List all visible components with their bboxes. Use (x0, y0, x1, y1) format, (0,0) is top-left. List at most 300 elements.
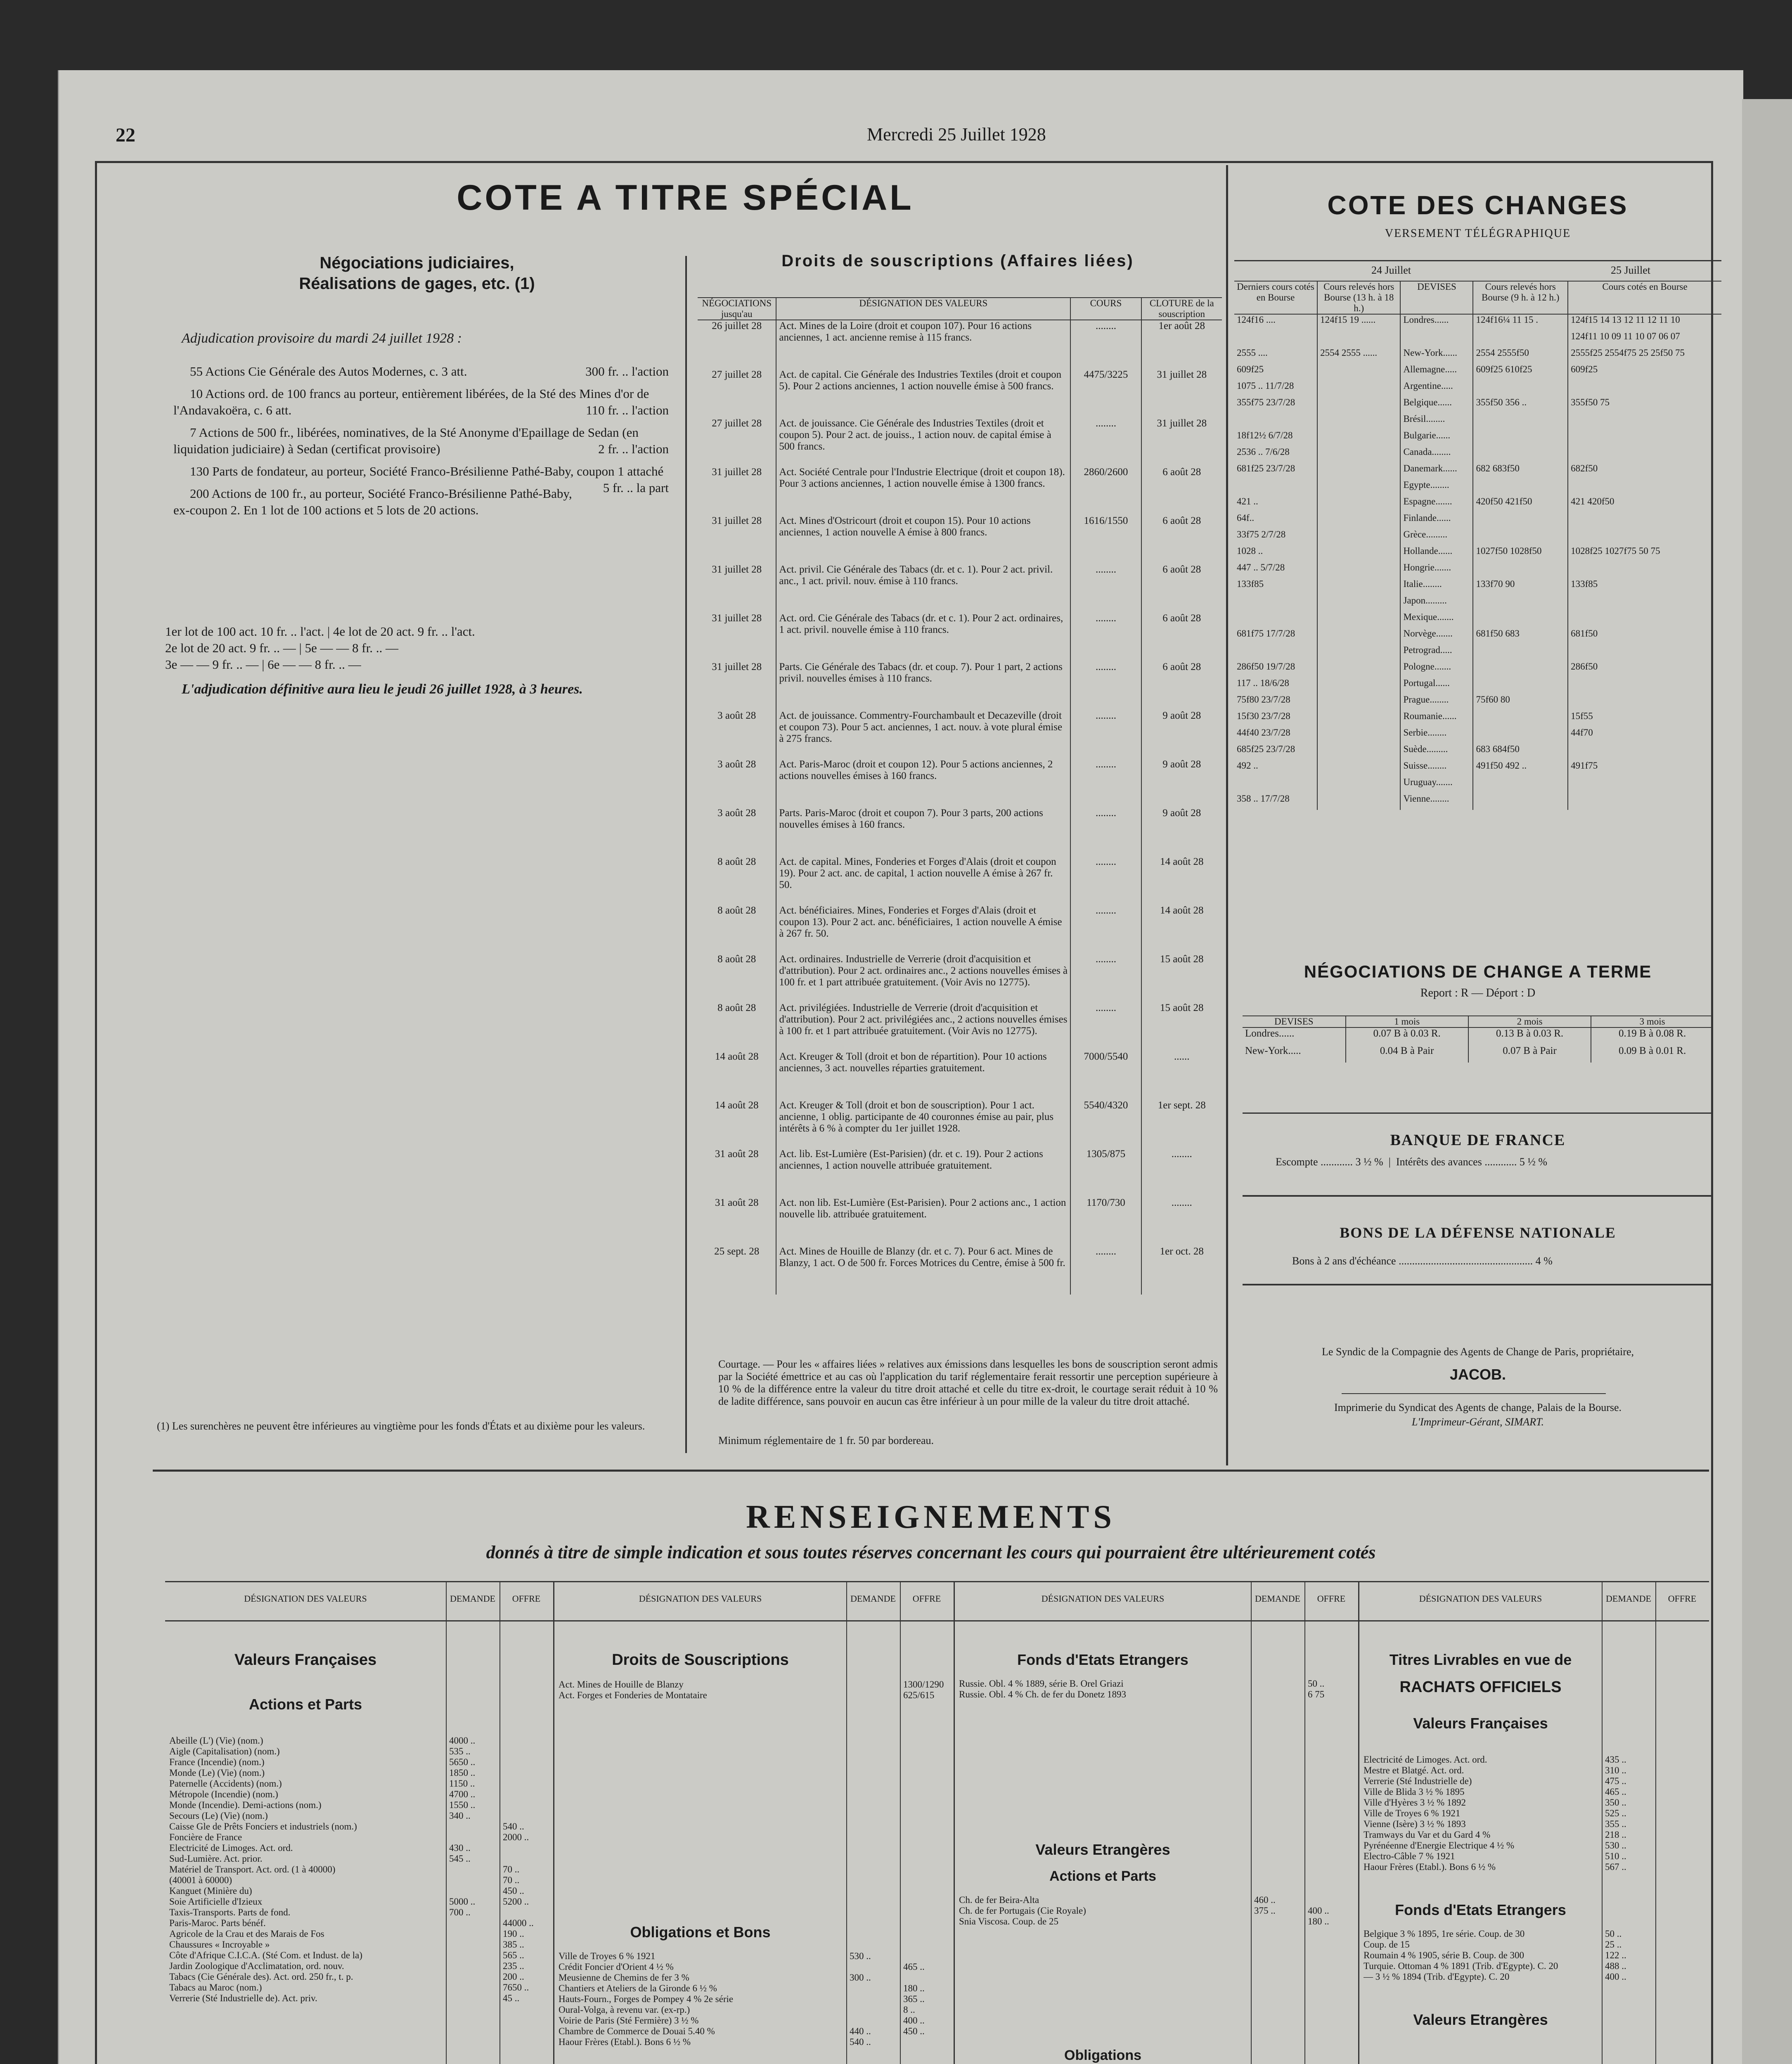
adjudication-definitive: L'adjudication définitive aura lieu le jeudi 26 juillet 1928, à 3 heures. (182, 682, 583, 697)
rens-item-row (165, 1950, 553, 1961)
droits-row (698, 418, 1222, 466)
rens-item-row (165, 1864, 553, 1875)
droits-date: 14 août 28 (698, 1051, 776, 1100)
changes-cote: 681f50 (1571, 628, 1598, 639)
rens-item-demande: 530 .. (850, 1951, 871, 1961)
rens-item-name: Snia Viscosa. Coup. de 25 (959, 1916, 1058, 1927)
rens-item-name: Abeille (L') (Vie) (nom.) (169, 1735, 263, 1746)
changes-row (1234, 793, 1721, 810)
bons-rate: Bons à 2 ans d'échéance .................................................. 4 % (1292, 1255, 1553, 1267)
changes-cote (1568, 430, 1721, 447)
changes-hb1 (1317, 397, 1400, 414)
rens-item-name: France (Incendie) (nom.) (169, 1757, 265, 1767)
changes-cote (1568, 744, 1721, 760)
changes-dev: Danemark...... (1400, 463, 1473, 480)
changes-hb1 (1317, 694, 1400, 711)
changes-hb2 (1473, 793, 1568, 810)
changes-row (1234, 628, 1721, 645)
rens-item-name: Caisse Gle de Prêts Fonciers et industriels (nom.) (169, 1821, 357, 1832)
rens-item-name: Tabacs (Cie Générale des). Act. ord. 250 fr., t. p. (169, 1972, 353, 1982)
rens-item-offre: 8 .. (903, 2005, 915, 2015)
changes-dev: Pologne....... (1400, 661, 1473, 678)
changes-dev: New-York...... (1400, 348, 1473, 364)
bons-value: 4 % (1535, 1255, 1553, 1267)
cote-special-subtitle-2: Réalisations de gages, etc. (1) (299, 275, 535, 293)
rens-col-header: DÉSIGNATION DES VALEURS (1041, 1593, 1165, 1604)
changes-hb2 (1473, 645, 1568, 661)
droits-row (698, 613, 1222, 661)
droits-row (698, 515, 1222, 564)
rens-item-name: Ch. de fer Beira-Alta (959, 1895, 1039, 1905)
page-header (116, 124, 1643, 149)
changes-last: 44f40 23/7/28 (1234, 727, 1317, 744)
changes-dev: Italie........ (1400, 579, 1473, 595)
terme-m1: 0.07 B à 0.03 R. (1346, 1027, 1468, 1045)
changes-cote: 124f15 14 13 12 11 12 11 10 (1571, 315, 1680, 325)
rens-item-name: Ville d'Hyères 3 ½ % 1892 (1364, 1797, 1466, 1808)
rens-section-title: Fonds d'Etats Etrangers (1017, 1651, 1188, 1668)
droits-cours: ........ (1070, 856, 1141, 905)
changes-last: 421 .. (1234, 496, 1317, 513)
droits-cours: ........ (1070, 1002, 1141, 1051)
rens-item-name: Chambre de Commerce de Douai 5.40 % (559, 2026, 715, 2036)
rens-item-row (165, 1961, 553, 1972)
rens-item-name: Taxis-Transports. Parts de fond. (169, 1907, 291, 1917)
changes-dev: Allemagne..... (1400, 364, 1473, 381)
changes-last: 117 .. 18/6/28 (1234, 678, 1317, 694)
rens-item-name: Soie Artificielle d'Izieux (169, 1896, 263, 1907)
droits-date: 3 août 28 (698, 710, 776, 759)
changes-header-hb1: Cours relevés hors Bourse (13 h. à 18 h.) (1317, 281, 1400, 314)
droits-cloture: ........ (1171, 1148, 1192, 1160)
droits-cours: ........ (1070, 710, 1141, 759)
changes-last: 355f75 23/7/28 (1234, 397, 1317, 414)
rens-item-demande: 440 .. (850, 2026, 871, 2036)
rens-col-header: OFFRE (512, 1593, 541, 1604)
rens-item-offre: 235 .. (503, 1961, 524, 1971)
rens-item-name: Pyrénéenne d'Energie Electrique 4 ½ % (1364, 1840, 1515, 1851)
bons-label: Bons à 2 ans d'échéance (1292, 1255, 1396, 1267)
rens-item-demande: 535 .. (449, 1746, 471, 1756)
changes-hb1 (1317, 760, 1400, 777)
droits-desig: Act. privil. Cie Générale des Tabacs (dr. et c. 1). Pour 2 act. privil. anc., 1 act. privil. nouv. émise à 110 francs. (776, 564, 1070, 613)
rens-col-header: DÉSIGNATION DES VALEURS (244, 1593, 367, 1604)
droits-cours: ........ (1070, 1246, 1141, 1295)
droits-desig: Act. Société Centrale pour l'Industrie Electrique (droit et coupon 18). Pour 3 actions anciennes, 1 action nouvelle émise à 1300 francs. (776, 466, 1070, 515)
syndic-rule (1342, 1393, 1606, 1394)
terme-row (1243, 1045, 1713, 1063)
next-page-edge (1742, 99, 1792, 2064)
rens-item-demande: 435 .. (1605, 1754, 1626, 1765)
changes-last: 358 .. 17/7/28 (1234, 793, 1317, 810)
droits-desig: Parts. Cie Générale des Tabacs (dr. et coup. 7). Pour 1 part, 2 actions privil. nouvelles émises à 110 francs. (776, 661, 1070, 710)
droits-row (698, 807, 1222, 856)
droits-row (698, 1197, 1222, 1246)
rens-item-offre: 190 .. (503, 1929, 524, 1939)
changes-hb1 (1317, 447, 1400, 463)
rens-item-row (165, 1918, 553, 1929)
changes-cote (1568, 595, 1721, 612)
droits-date: 8 août 28 (698, 1002, 776, 1051)
rens-item-row (1359, 1765, 1709, 1776)
rens-item-row (1359, 1851, 1709, 1862)
rens-item-offre: 450 .. (503, 1886, 524, 1896)
changes-last (1234, 414, 1317, 430)
rens-item-name: Métropole (Incendie) (nom.) (169, 1789, 278, 1799)
lot-text: 10 Actions ord. de 100 francs au porteur, entièrement libérées, de la Sté des Mines d'or de l'Andavakoëra, c. 6 att. (173, 386, 649, 417)
droits-date: 3 août 28 (698, 807, 776, 856)
changes-hb1 (1317, 711, 1400, 727)
rens-item-demande: 50 .. (1605, 1929, 1622, 1939)
changes-dev: Espagne....... (1400, 496, 1473, 513)
rens-item-row (165, 1972, 553, 1982)
droits-date: 8 août 28 (698, 905, 776, 954)
rens-item-demande: 525 .. (1605, 1808, 1626, 1818)
rens-item-row (1359, 1950, 1709, 1961)
droits-cloture: 15 août 28 (1160, 1002, 1204, 1013)
changes-last: 2536 .. 7/6/28 (1234, 447, 1317, 463)
changes-row (1234, 447, 1721, 463)
rens-item-demande: 700 .. (449, 1907, 471, 1917)
rens-item-demande: 4000 .. (449, 1735, 476, 1746)
changes-cote: 421 420f50 (1571, 496, 1614, 507)
changes-hb2 (1473, 480, 1568, 496)
changes-date-24: 24 Juillet (1371, 264, 1411, 276)
changes-hb1 (1317, 496, 1400, 513)
changes-dev: Hongrie....... (1400, 562, 1473, 579)
changes-hb1 (1317, 562, 1400, 579)
droits-row (698, 954, 1222, 1002)
rens-subsection-title: Valeurs Etrangères (1413, 2011, 1548, 2028)
droits-cloture: 31 juillet 28 (1157, 369, 1207, 380)
syndic-name: JACOB. (1449, 1366, 1506, 1383)
lot-price: 5 fr. .. la part (603, 480, 669, 495)
rens-subsection-title: Actions et Parts (249, 1696, 362, 1713)
changes-header-last: Derniers cours cotés en Bourse (1234, 281, 1317, 314)
droits-row (698, 856, 1222, 905)
rens-item-row (554, 1690, 954, 1701)
droits-cloture: 6 août 28 (1162, 613, 1201, 624)
page-date: Mercredi 25 Juillet 1928 (867, 124, 1046, 144)
divider-right (1226, 165, 1228, 1465)
rens-item-row (165, 1746, 553, 1757)
rens-item-demande: 460 .. (1254, 1895, 1276, 1905)
changes-hb2 (1473, 661, 1568, 678)
rens-subsection-title: Actions et Parts (1049, 1868, 1156, 1884)
droits-cloture: 1er oct. 28 (1160, 1246, 1204, 1257)
rens-item-offre: 50 .. (1308, 1678, 1325, 1689)
changes-dev: Japon......... (1400, 595, 1473, 612)
droits-cloture: 14 août 28 (1160, 856, 1204, 867)
changes-last (1234, 612, 1317, 628)
droits-cours: ........ (1070, 564, 1141, 613)
droits-cloture: ........ (1171, 1197, 1192, 1208)
droits-header-cours: COURS (1070, 298, 1141, 320)
terme-header-2m: 2 mois (1468, 1016, 1591, 1027)
droits-cloture: ...... (1174, 1051, 1190, 1062)
changes-hb2: 682 683f50 (1473, 463, 1568, 480)
changes-hb1 (1317, 480, 1400, 496)
rens-item-offre: 200 .. (503, 1972, 524, 1982)
changes-last: 15f30 23/7/28 (1234, 711, 1317, 727)
rens-item-row (165, 1982, 553, 1993)
rens-item-row (1359, 1972, 1709, 1982)
terme-title: NÉGOCIATIONS DE CHANGE A TERME (1304, 962, 1652, 981)
rens-item-row (165, 1939, 553, 1950)
changes-row (1234, 397, 1721, 414)
lot-line: 1er lot de 100 act. 10 fr. .. l'act. | 4e lot de 20 act. 9 fr. .. l'act. (165, 624, 475, 639)
lot-text: 55 Actions Cie Générale des Autos Modernes, c. 3 att. (190, 364, 467, 379)
droits-cloture: 1er sept. 28 (1158, 1100, 1206, 1111)
changes-cote (1568, 793, 1721, 810)
rens-item-row (554, 2005, 954, 2015)
rens-item-name: Ch. de fer Portugais (Cie Royale) (959, 1905, 1086, 1916)
changes-hb2 (1473, 777, 1568, 793)
syndic-line1: Le Syndic de la Compagnie des Agents de Change de Paris, propriétaire, (1322, 1346, 1634, 1358)
rens-item-name: Hauts-Fourn., Forges de Pompey 4 % 2e série (559, 1994, 734, 2004)
rens-item-name: Haour Frères (Etabl.). Bons 6 ½ % (559, 2037, 691, 2047)
droits-desig: Act. de jouissance. Cie Générale des Industries Textiles (droit et coupon 5). Pour 2 act. de jouiss., 1 action nouv. de capital émise à 500 francs. (776, 418, 1070, 466)
droits-row (698, 905, 1222, 954)
changes-hb2: 609f25 610f25 (1473, 364, 1568, 381)
rens-item-name: Paternelle (Accidents) (nom.) (169, 1778, 282, 1789)
changes-hb1 (1317, 661, 1400, 678)
changes-row (1234, 529, 1721, 546)
droits-row (698, 564, 1222, 613)
rens-item-row (554, 2015, 954, 2026)
rens-item-name: Haour Frères (Etabl.). Bons 6 ½ % (1364, 1862, 1496, 1872)
rens-item-demande: 340 .. (449, 1811, 471, 1821)
rens-subcol-divider (1304, 1581, 1305, 2064)
escompte-label: Escompte (1276, 1156, 1318, 1168)
syndic-line2: Imprimerie du Syndicat des Agents de change, Palais de la Bourse. (1334, 1401, 1622, 1413)
rens-subsection-title: Valeurs Françaises (1413, 1715, 1548, 1732)
changes-date-25: 25 Juillet (1610, 264, 1651, 276)
droits-cloture: 9 août 28 (1162, 710, 1201, 721)
rens-item-name: Coup. de 15 (1364, 1939, 1410, 1950)
rens-item-row (165, 1853, 553, 1864)
changes-hb2 (1473, 381, 1568, 397)
changes-row (1234, 430, 1721, 447)
rens-item-demande: 350 .. (1605, 1797, 1626, 1808)
changes-hb1 (1317, 645, 1400, 661)
changes-hb1 (1317, 513, 1400, 529)
rens-item-name: Russie. Obl. 4 % Ch. de fer du Donetz 1893 (959, 1689, 1126, 1699)
droits-cours: 4475/3225 (1070, 369, 1141, 418)
droits-date: 8 août 28 (698, 856, 776, 905)
rens-item-name: Ville de Troyes 6 % 1921 (1364, 1808, 1461, 1818)
changes-hb2 (1473, 430, 1568, 447)
droits-desig: Act. Kreuger & Toll (droit et bon de souscription). Pour 1 act. ancienne, 1 oblig. participante de 40 couronnes émise au pair, plus intérêts à 6 % à compter du 1er juillet 1928. (776, 1100, 1070, 1148)
rens-item-demande: 218 .. (1605, 1830, 1626, 1840)
rens-section-title: Valeurs Françaises (234, 1651, 377, 1669)
changes-cote (1568, 529, 1721, 546)
changes-dev: Finlande...... (1400, 513, 1473, 529)
rens-item-demande: 510 .. (1605, 1851, 1626, 1861)
cote-special-subtitle-1: Négociations judiciaires, (320, 254, 514, 272)
rens-col-header: OFFRE (1317, 1593, 1346, 1604)
rens-item-demande: 545 .. (449, 1853, 471, 1864)
rens-item-offre: 385 .. (503, 1939, 524, 1950)
changes-dev: Canada........ (1400, 447, 1473, 463)
rens-item-row (1359, 1840, 1709, 1851)
rens-item-row (165, 1832, 553, 1843)
rens-item-row (165, 1757, 553, 1768)
changes-row (1234, 381, 1721, 397)
lot-text: 130 Parts de fondateur, au porteur, Société Franco-Brésilienne Pathé-Baby, coupon 1 attaché (190, 464, 664, 478)
rens-item-demande: 430 .. (449, 1843, 471, 1853)
changes-hb1 (1317, 793, 1400, 810)
changes-cote: 682f50 (1571, 463, 1598, 473)
rens-col-header: DÉSIGNATION DES VALEURS (1419, 1593, 1542, 1604)
changes-row (1234, 777, 1721, 793)
divider-renseignements (153, 1470, 1709, 1472)
rens-subcol-divider (1251, 1581, 1252, 2064)
changes-dev: Hollande...... (1400, 546, 1473, 562)
changes-hb2 (1473, 595, 1568, 612)
changes-hb1 (1317, 612, 1400, 628)
droits-cours: ........ (1070, 905, 1141, 954)
terme-table (1243, 1015, 1713, 1063)
changes-cote (1568, 480, 1721, 496)
droits-cloture: 9 août 28 (1162, 759, 1201, 770)
changes-row (1234, 463, 1721, 480)
lot-item (173, 463, 669, 495)
rens-item-offre: 70 .. (503, 1864, 520, 1875)
rens-item-demande: 5000 .. (449, 1896, 476, 1907)
changes-hb2 (1473, 513, 1568, 529)
terme-m3: 0.19 B à 0.08 R. (1619, 1028, 1686, 1039)
rens-section-title: Obligations et Bons (630, 1924, 771, 1941)
syndic-line3: L'Imprimeur-Gérant, SIMART. (1411, 1416, 1544, 1428)
changes-hb2: 355f50 356 .. (1473, 397, 1568, 414)
changes-hb2 (1473, 612, 1568, 628)
droits-date: 27 juillet 28 (698, 369, 776, 418)
changes-hb1 (1317, 331, 1400, 348)
rens-item-row (165, 1778, 553, 1789)
rens-item-row (554, 1679, 954, 1690)
lot-item (173, 386, 669, 419)
rens-item-row (165, 1929, 553, 1939)
avances-label: Intérêts des avances (1396, 1156, 1482, 1168)
changes-dev: Belgique...... (1400, 397, 1473, 414)
changes-row (1234, 744, 1721, 760)
terme-header-3m: 3 mois (1591, 1016, 1713, 1027)
bons-bottom-line (1243, 1284, 1713, 1285)
changes-hb2 (1473, 727, 1568, 744)
terme-dev: Londres...... (1243, 1027, 1346, 1045)
droits-cloture: 6 août 28 (1162, 661, 1201, 672)
changes-last: 492 .. (1234, 760, 1317, 777)
rens-item-row (955, 1678, 1358, 1689)
droits-desig: Act. privilégiées. Industrielle de Verrerie (droit d'acquisition et d'attribution). Pour 2 act. privilégiées anc., 2 actions nouvelles émises à 100 fr. et 1 part attribuée gratuitement. (Voir Avis no 12775). (776, 1002, 1070, 1051)
rens-item-name: Belgique 3 % 1895, 1re série. Coup. de 30 (1364, 1929, 1525, 1939)
rens-item-row (1359, 1787, 1709, 1797)
lot-price: 300 fr. .. l'action (585, 364, 669, 379)
changes-dev: Serbie........ (1400, 727, 1473, 744)
rens-item-offre: 2000 .. (503, 1832, 529, 1842)
droits-cloture: 9 août 28 (1162, 807, 1201, 819)
lot-text: 200 Actions de 100 fr., au porteur, Société Franco-Brésilienne Pathé-Baby, ex-coupon 2. En 1 lot de 100 actions et 5 lots de 20 actions. (173, 486, 572, 517)
terme-m1: 0.04 B à Pair (1346, 1045, 1468, 1063)
droits-row (698, 1246, 1222, 1295)
changes-last: 681f25 23/7/28 (1234, 463, 1317, 480)
changes-row (1234, 562, 1721, 579)
rens-col-header: OFFRE (912, 1593, 941, 1604)
rens-subsection-title: Fonds d'Etats Etrangers (1395, 1901, 1566, 1918)
droits-date: 26 juillet 28 (698, 320, 776, 369)
changes-subtitle: VERSEMENT TÉLÉGRAPHIQUE (1385, 227, 1571, 240)
rens-item-row (165, 1896, 553, 1907)
rens-item-demande: 300 .. (850, 1972, 871, 1983)
changes-dev: Prague........ (1400, 694, 1473, 711)
droits-cloture: 15 août 28 (1160, 954, 1204, 965)
droits-cours: 7000/5540 (1070, 1051, 1141, 1100)
droits-table (698, 297, 1222, 1295)
changes-title: COTE DES CHANGES (1327, 190, 1629, 220)
courtage-minimum: Minimum réglementaire de 1 fr. 50 par bordereau. (718, 1434, 934, 1446)
droits-cloture: 31 juillet 28 (1157, 418, 1207, 429)
droits-cours: ........ (1070, 613, 1141, 661)
rens-item-row (1359, 1776, 1709, 1787)
changes-dev: Norvège....... (1400, 628, 1473, 645)
rens-item-offre: 44000 .. (503, 1918, 534, 1928)
rens-item-row (554, 1994, 954, 2005)
rens-item-name: Mestre et Blatgé. Act. ord. (1364, 1765, 1464, 1775)
changes-dev: Suisse........ (1400, 760, 1473, 777)
changes-hb1 (1317, 364, 1400, 381)
droits-row (698, 1100, 1222, 1148)
rens-item-offre: 45 .. (503, 1993, 520, 2003)
droits-row (698, 759, 1222, 807)
changes-dev: Bulgarie...... (1400, 430, 1473, 447)
rens-item-name: Voirie de Paris (Sté Fermière) 3 ½ % (559, 2015, 699, 2026)
rens-item-name: Monde (Incendie). Demi-actions (nom.) (169, 1800, 322, 1810)
changes-last: 685f25 23/7/28 (1234, 744, 1317, 760)
rens-item-offre: 365 .. (903, 1994, 925, 2004)
rens-item-demande: 375 .. (1254, 1905, 1276, 1916)
changes-dev: Roumanie...... (1400, 711, 1473, 727)
escompte-value: 3 ½ % (1355, 1156, 1383, 1168)
rens-item-name: Oural-Volga, à revenu var. (ex-rp.) (559, 2005, 690, 2015)
changes-cote: 133f85 (1571, 579, 1598, 589)
changes-hb2: 124f16¼ 11 15 . (1473, 314, 1568, 331)
rens-item-demande: 4700 .. (449, 1789, 476, 1799)
changes-cote (1568, 678, 1721, 694)
changes-hb2 (1473, 529, 1568, 546)
changes-dev: Portugal...... (1400, 678, 1473, 694)
rens-item-offre: 5200 .. (503, 1896, 529, 1907)
rens-col-header: DEMANDE (1255, 1593, 1300, 1604)
droits-date: 31 juillet 28 (698, 564, 776, 613)
changes-hb1 (1317, 727, 1400, 744)
rens-section-title: Valeurs Etrangères (1035, 1841, 1170, 1858)
rens-item-row (554, 2026, 954, 2037)
avances-value: 5 ½ % (1519, 1156, 1547, 1168)
changes-last: 2555 .... (1234, 348, 1317, 364)
changes-last (1234, 331, 1317, 348)
droits-cloture: 6 août 28 (1162, 515, 1201, 526)
droits-cours: 5540/4320 (1070, 1100, 1141, 1148)
changes-row (1234, 579, 1721, 595)
changes-hb2 (1473, 447, 1568, 463)
terme-header-devises: DEVISES (1243, 1016, 1346, 1027)
rens-item-demande: 530 .. (1605, 1840, 1626, 1851)
droits-title: Droits de souscriptions (Affaires liées) (781, 252, 1134, 270)
rens-item-name: Turquie. Ottoman 4 % 1891 (Trib. d'Egypte). C. 20 (1364, 1961, 1558, 1971)
rens-item-offre: 400 .. (1308, 1905, 1329, 1916)
rens-item-row (1359, 1939, 1709, 1950)
